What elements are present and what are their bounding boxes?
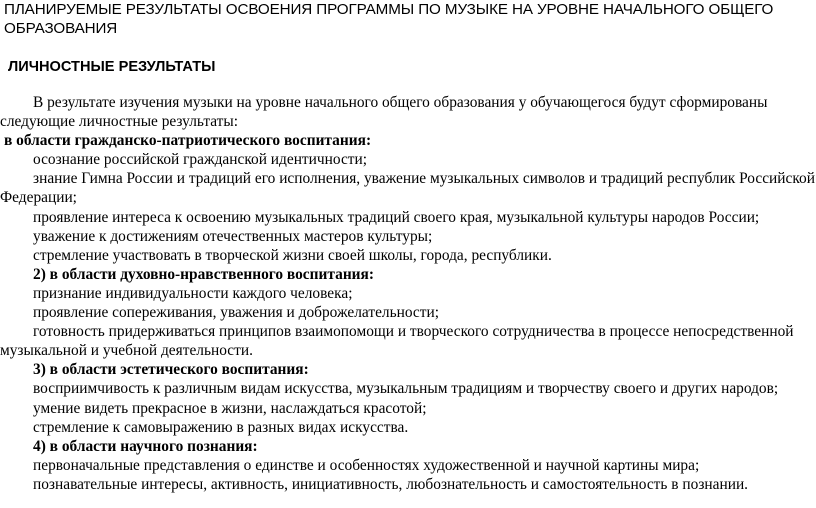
list-item: готовность придерживаться принципов взаимопомощи и творческого сотрудничества в процессе непосредственной музыкальной и учебной деятельности. (0, 323, 794, 360)
section-heading: ЛИЧНОСТНЫЕ РЕЗУЛЬТАТЫ (8, 59, 216, 75)
group-heading: в области гражданско-патриотического воспитания: (4, 132, 372, 150)
list-item: признание индивидуальности каждого человека; (33, 284, 353, 302)
group-heading: 4) в области научного познания: (33, 437, 258, 455)
list-item: уважение к достижениям отечественных мастеров культуры; (33, 227, 433, 245)
list-item: осознание российской гражданской идентичности; (33, 151, 368, 169)
group-heading: 3) в области эстетического воспитания: (33, 361, 309, 379)
document-title: ПЛАНИРУЕМЫЕ РЕЗУЛЬТАТЫ ОСВОЕНИЯ ПРОГРАММЫ ПО МУЗЫКЕ НА УРОВНЕ НАЧАЛЬНОГО ОБЩЕГО ОБРАЗОВАНИЯ (4, 1, 774, 37)
list-item: проявление интереса к освоению музыкальных традиций своего края, музыкальной культуры народов России; (33, 208, 760, 226)
list-item: первоначальные представления о единстве и особенностях художественной и научной картины мира; (33, 456, 700, 474)
list-item: восприимчивость к различным видам искусства, музыкальным традициям и творчеству своего и других народов; (33, 380, 779, 398)
group-heading: 2) в области духовно-нравственного воспитания: (33, 265, 375, 283)
document-body (0, 93, 816, 494)
list-item: познавательные интересы, активность, инициативность, любознательность и самостоятельность в познании. (33, 475, 749, 493)
list-item: стремление участвовать в творческой жизни своей школы, города, республики. (33, 246, 552, 264)
list-item: стремление к самовыражению в разных видах искусства. (33, 418, 409, 436)
list-item: проявление сопереживания, уважения и доброжелательности; (33, 304, 439, 322)
intro-paragraph: В результате изучения музыки на уровне начального общего образования у обучающегося будут сформированы следующие личностные результаты: (0, 94, 768, 131)
list-item: знание Гимна России и традиций его исполнения, уважение музыкальных символов и традиций республик Российской Федерации; (0, 170, 815, 207)
list-item: умение видеть прекрасное в жизни, наслаждаться красотой; (33, 399, 427, 417)
